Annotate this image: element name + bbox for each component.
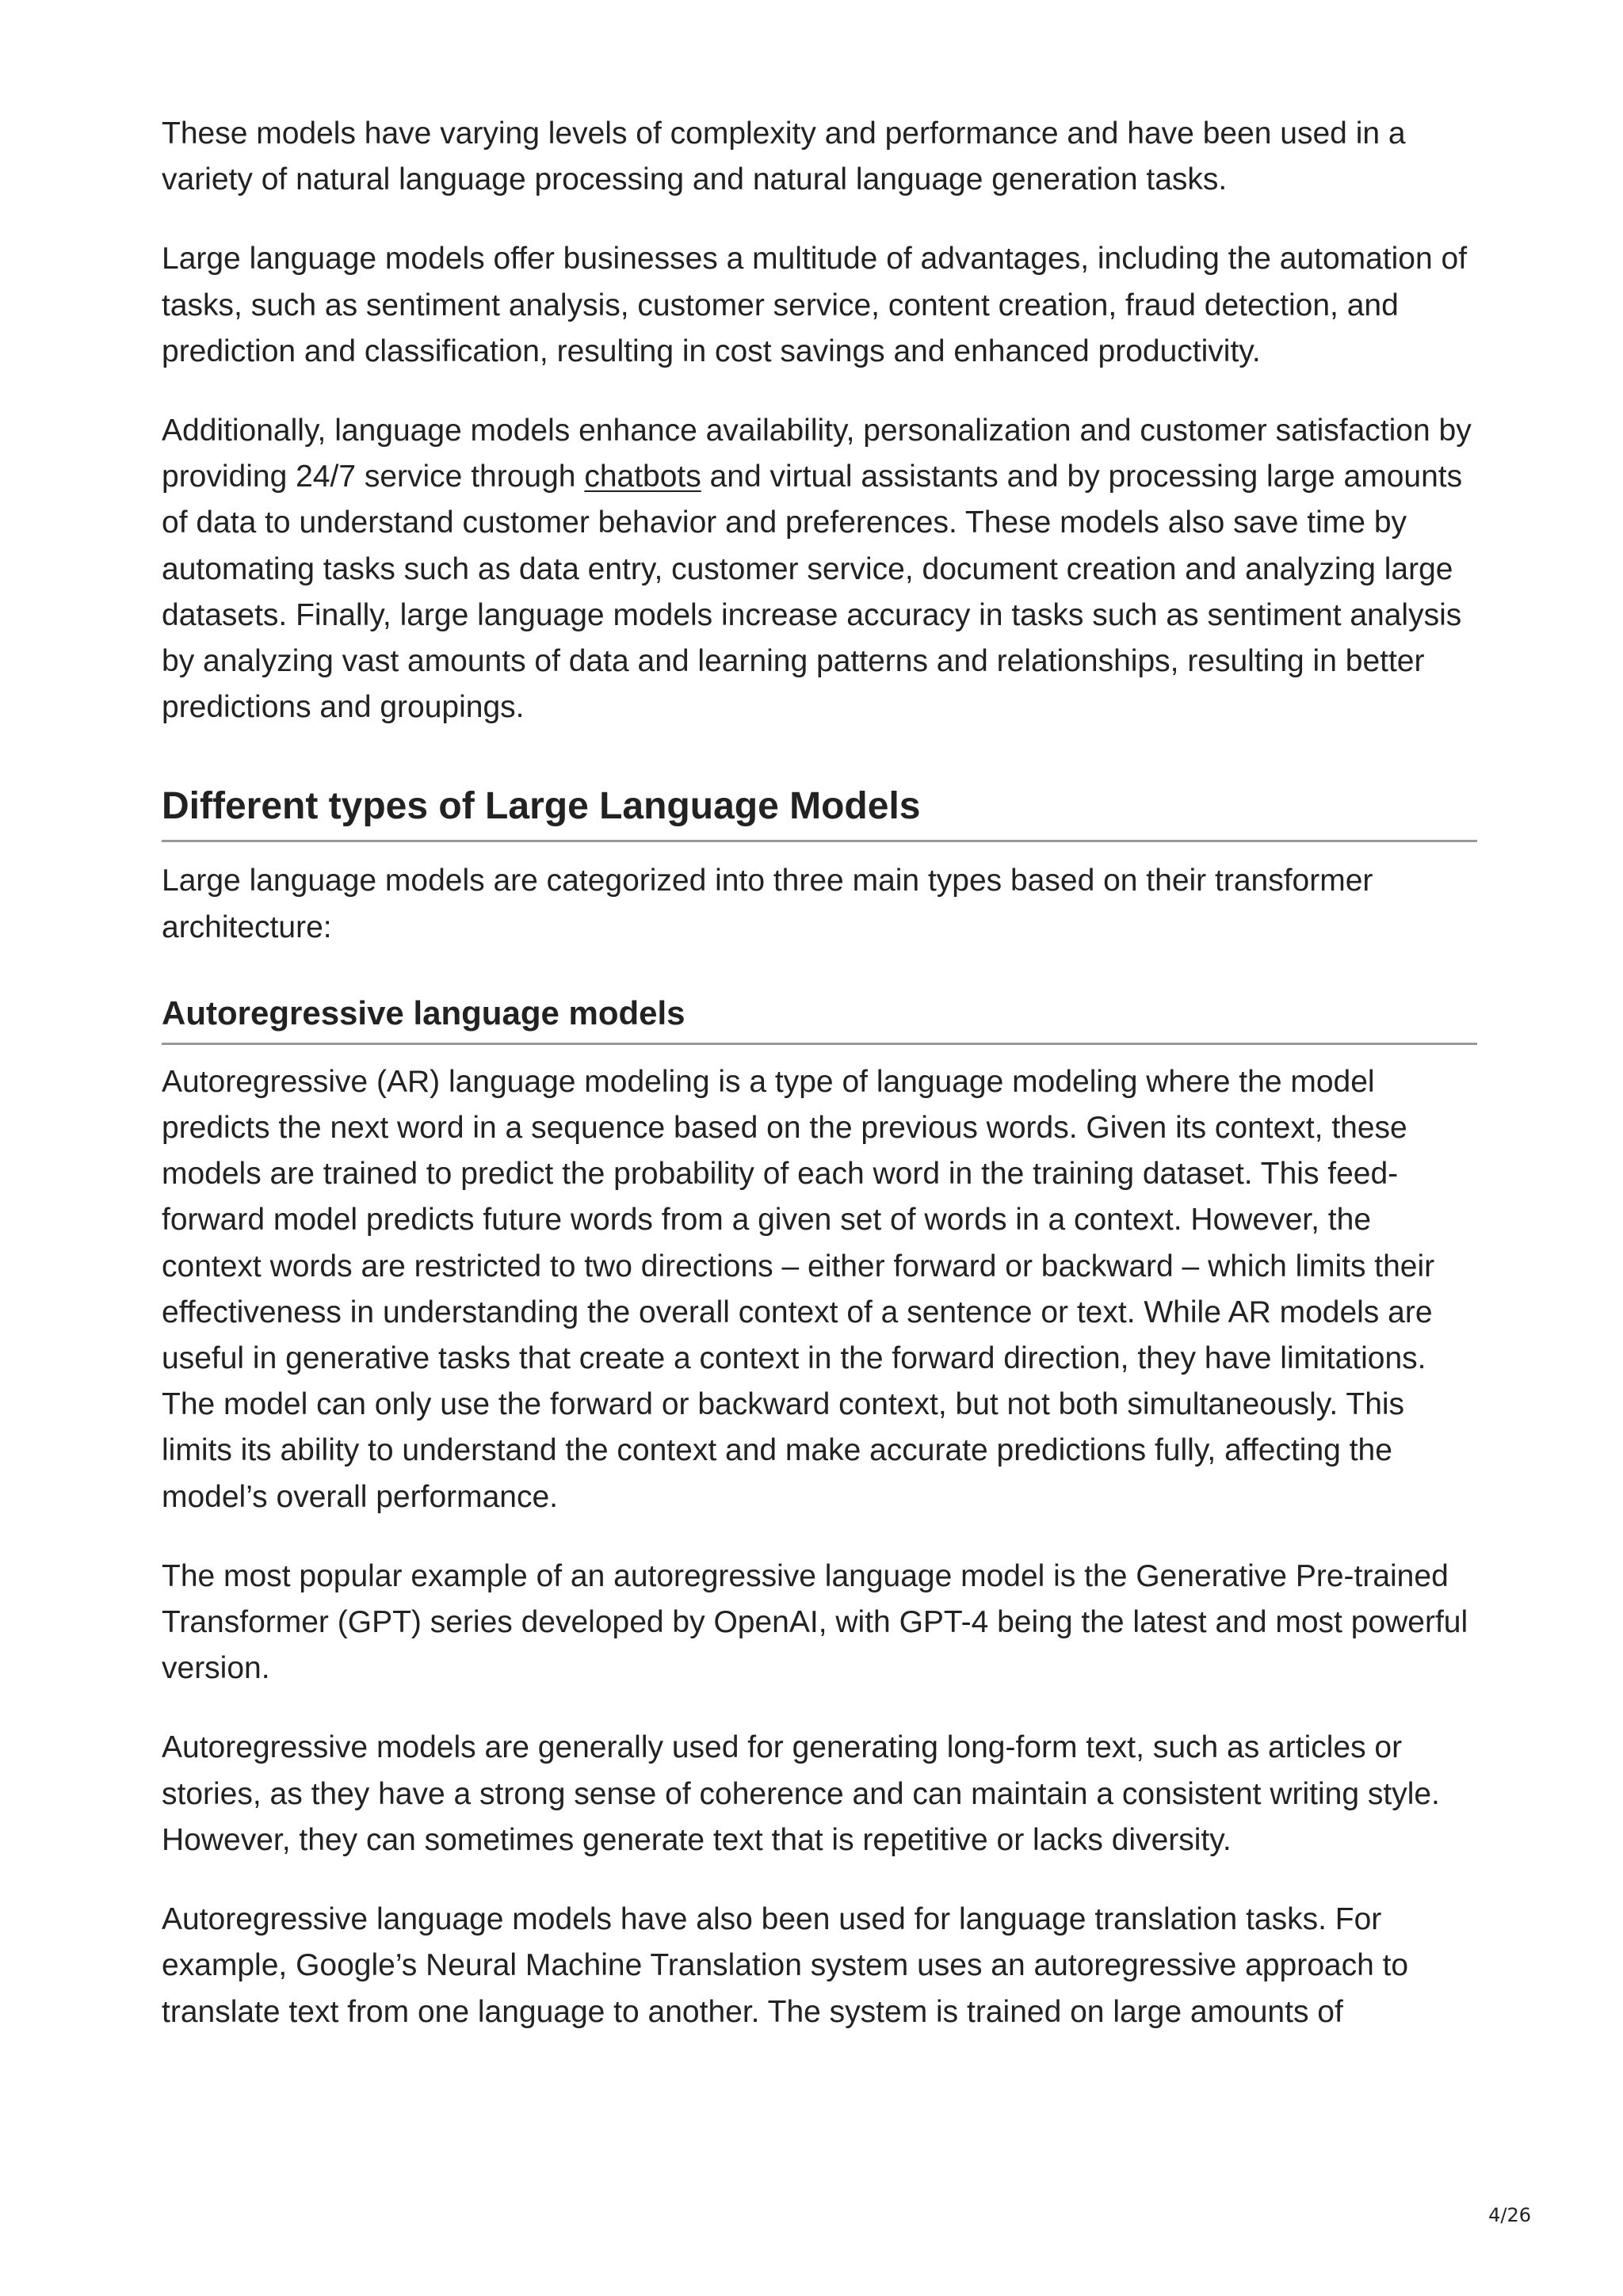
- article-body: [162, 111, 1477, 2069]
- paragraph-gpt-example: The most popular example of an autoregressive language model is the Generative Pre-trained Transformer (GPT) series developed by OpenAI, with GPT-4 being the latest and most powerful version.: [162, 1558, 1468, 1686]
- paragraph-ar-translation: Autoregressive language models have also been used for language translation tasks. For example, Google’s Neural Machine Translation system uses an autoregressive approach to translate text from one language to another. The system is trained on large amounts of: [162, 1902, 1409, 2029]
- paragraph-types-intro: Large language models are categorized into three main types based on their transformer architecture:: [162, 864, 1373, 944]
- paragraph-availability-text-before: Additionally, language models enhance availability, personalization and customer satisfaction by providing 24/7 service through: [162, 414, 1472, 494]
- subsection-heading-autoregressive: Autoregressive language models: [162, 992, 1477, 1045]
- section-heading-types: Different types of Large Language Models: [162, 783, 1477, 842]
- paragraph-business-advantages: Large language models offer businesses a multitude of advantages, including the automation of tasks, such as sentiment analysis, customer service, content creation, fraud detection, and prediction and classification, resulting in cost savings and enhanced productivity.: [162, 242, 1468, 368]
- paragraph-ar-usage: Autoregressive models are generally used for generating long-form text, such as articles or stories, as they have a strong sense of coherence and can maintain a consistent writing style. However, they can sometimes generate text that is repetitive or lacks diversity.: [162, 1730, 1440, 1857]
- page-number: 4/26: [1488, 2204, 1531, 2226]
- paragraph-ar-definition: Autoregressive (AR) language modeling is a type of language modeling where the model predicts the next word in a sequence based on the previous words. Given its context, these models are trained to predict the probability of each word in the training dataset. This feed-forward model predicts future words from a given set of words in a context. However, the context words are restricted to two directions – either forward or backward – which limits their effectiveness in understanding the overall context of a sentence or text. While AR models are useful in generative tasks that create a context in the forward direction, they have limitations. The model can only use the forward or backward context, but not both simultaneously. This limits its ability to understand the context and make accurate predictions fully, affecting the model’s overall performance.: [162, 1064, 1435, 1514]
- paragraph-availability: [162, 408, 1477, 730]
- paragraph-availability-text-after: and virtual assistants and by processing large amounts of data to understand customer behavior and preferences. These models also save time by automating tasks such as data entry, customer service, document creation and analyzing large datasets. Finally, large language models increase accuracy in tasks such as sentiment analysis by analyzing vast amounts of data and learning patterns and relationships, resulting in better predictions and groupings.: [162, 460, 1463, 725]
- chatbots-link[interactable]: chatbots: [584, 460, 701, 494]
- paragraph-models-complexity: These models have varying levels of complexity and performance and have been used in a variety of natural language processing and natural language generation tasks.: [162, 116, 1406, 197]
